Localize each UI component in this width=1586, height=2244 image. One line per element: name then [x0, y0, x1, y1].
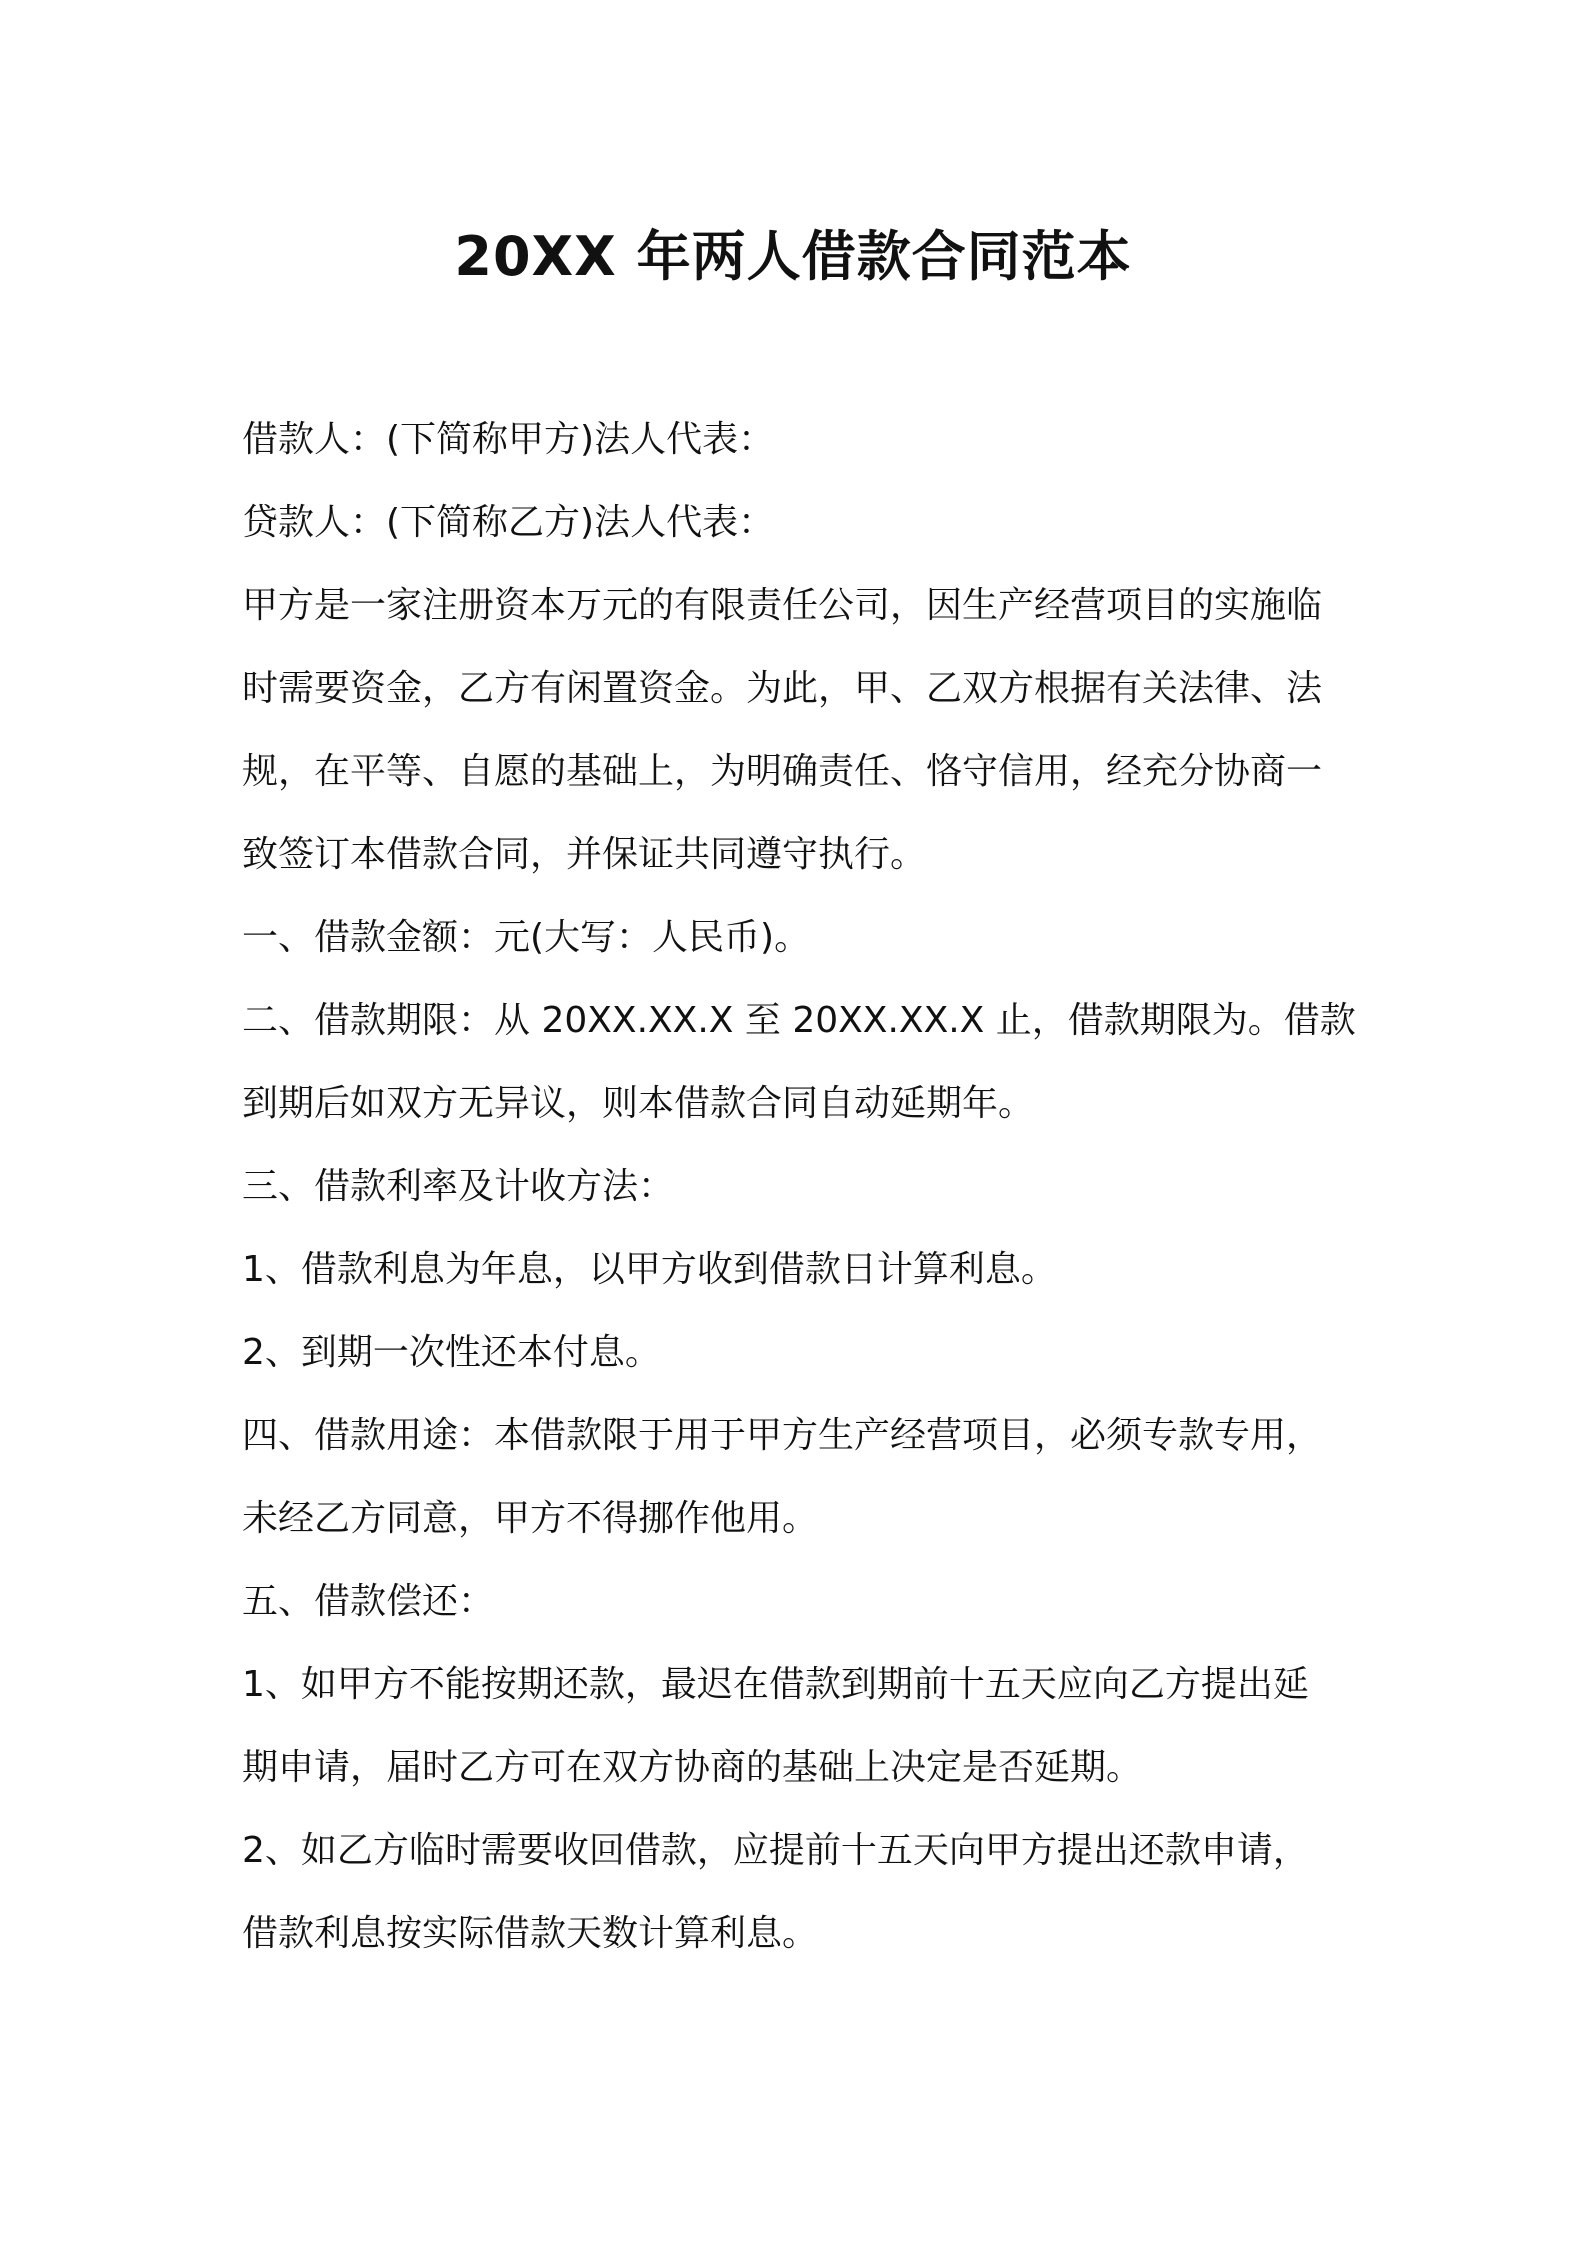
clause-interest-item-1 [242, 1228, 1362, 1311]
clause-loan-amount [242, 896, 1362, 979]
text-line: 规，在平等、自愿的基础上，为明确责任、恪守信用，经充分协商一 [242, 751, 1323, 792]
clause-loan-purpose [242, 1394, 1362, 1560]
text-line: 三、借款利率及计收方法： [242, 1166, 675, 1207]
paragraph-lender [242, 481, 1362, 564]
text-line: 1、如甲方不能按期还款，最迟在借款到期前十五天应向乙方提出延 [242, 1664, 1309, 1705]
text-line: 到期后如双方无异议，则本借款合同自动延期年。 [242, 1083, 1035, 1124]
paragraph-borrower [242, 398, 1362, 481]
clause-loan-term [242, 979, 1362, 1145]
text-line: 未经乙方同意，甲方不得挪作他用。 [242, 1498, 819, 1539]
text-line: 五、借款偿还： [242, 1581, 495, 1622]
text-line: 期申请，届时乙方可在双方协商的基础上决定是否延期。 [242, 1747, 1143, 1788]
text-line: 二、借款期限：从 20XX.XX.X 至 20XX.XX.X 止，借款期限为。借款 [242, 1000, 1356, 1041]
text-line: 2、如乙方临时需要收回借款，应提前十五天向甲方提出还款申请， [242, 1830, 1309, 1871]
text-line: 借款人：(下简称甲方)法人代表： [242, 419, 775, 460]
text-line: 贷款人：(下简称乙方)法人代表： [242, 502, 775, 543]
text-line: 甲方是一家注册资本万元的有限责任公司，因生产经营项目的实施临 [242, 585, 1323, 626]
document-title: 20XX 年两人借款合同范本 [454, 225, 1132, 288]
text-line: 2、到期一次性还本付息。 [242, 1332, 661, 1373]
document-body [242, 398, 1362, 1975]
text-line: 1、借款利息为年息，以甲方收到借款日计算利息。 [242, 1249, 1057, 1290]
clause-interest-item-2 [242, 1311, 1362, 1394]
text-line: 四、借款用途：本借款限于用于甲方生产经营项目，必须专款专用， [242, 1415, 1323, 1456]
text-line: 一、借款金额：元(大写：人民币)。 [242, 917, 811, 958]
clause-repayment-heading [242, 1560, 1362, 1643]
text-line: 致签订本借款合同，并保证共同遵守执行。 [242, 834, 927, 875]
text-line: 借款利息按实际借款天数计算利息。 [242, 1913, 819, 1954]
paragraph-preamble [242, 564, 1362, 896]
clause-repayment-item-2 [242, 1809, 1362, 1975]
clause-repayment-item-1 [242, 1643, 1362, 1809]
text-line: 时需要资金，乙方有闲置资金。为此，甲、乙双方根据有关法律、法 [242, 668, 1323, 709]
clause-interest-heading [242, 1145, 1362, 1228]
